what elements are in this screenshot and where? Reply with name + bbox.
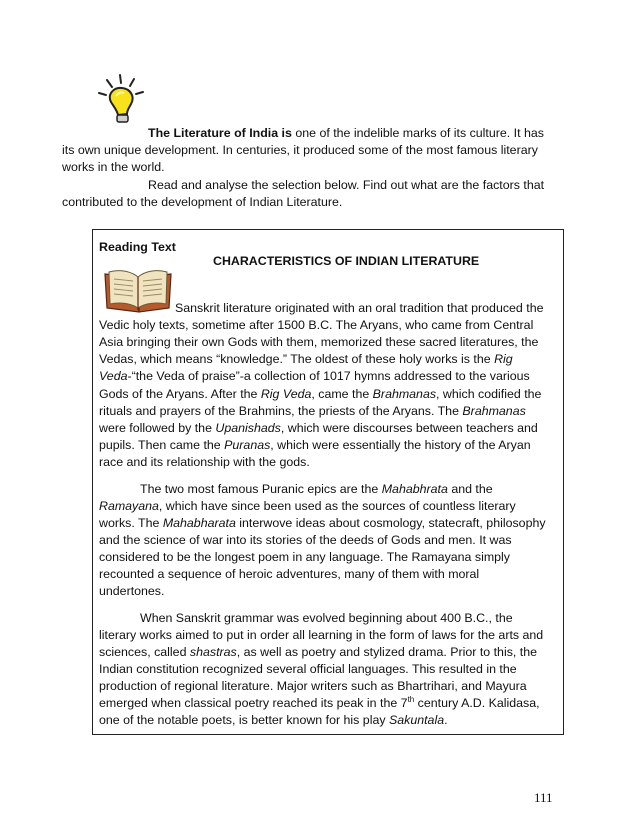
p1-line: were followed by the Upanishads, which were discourses between teachers and — [99, 421, 538, 435]
instruction-line-2: contributed to the development of Indian Literature. — [62, 195, 343, 209]
p1-line: rituals and prayers of the Brahmins, the priests of the Aryans. The Brahmanas — [99, 404, 526, 418]
instruction-line-1: Read and analyse the selection below. Find out what are the factors that — [148, 178, 545, 192]
p1-line: Vedas, which means “knowledge.” The oldest of these holy works is the Rig — [99, 352, 513, 366]
p2-line: The two most famous Puranic epics are the Mahabhrata and the — [140, 482, 493, 496]
p1-line: Asia bringing their own Gods with them, memorized these sacred literatures, the — [99, 335, 539, 349]
intro-line-1: The Literature of India is one of the indelible marks of its culture. It has — [148, 126, 544, 140]
p2-line: and the science of war into its stories of the deeds of Gods and men. It was — [99, 533, 512, 547]
reading-title: CHARACTERISTICS OF INDIAN LITERATURE — [213, 254, 480, 268]
p2-line: recounted a sequence of heroic adventures, many of them with moral — [99, 567, 480, 581]
intro-line-3: works in the world. — [62, 160, 165, 174]
p2-line: undertones. — [99, 584, 165, 598]
p1-line: race and its relationship with the gods. — [99, 455, 310, 469]
p3-line: literary works aimed to put in order all learning in the form of laws for the arts and — [99, 628, 544, 642]
intro-line-2: its own unique development. In centuries, it produced some of the most famous literary — [62, 143, 538, 157]
p1-line: Gods of the Aryans. After the Rig Veda, came the Brahmanas, which codified the — [99, 387, 542, 401]
p1-line: Vedic holy texts, sometime after 1500 B.C. The Aryans, who came from Central — [99, 318, 534, 332]
p2-line: Ramayana, which have since been used as the sources of countless literary — [99, 499, 516, 513]
p3-line: emerged when classical poetry reached its peak in the 7th century A.D. Kalidasa, — [99, 694, 540, 710]
p3-line: sciences, called shastras, as well as poetry and stylized drama. Prior to this, the — [99, 645, 538, 659]
p1-line: Veda-“the Veda of praise”-a collection of 1017 hymns addressed to the various — [99, 369, 530, 383]
p2-line: considered to be the longest poem in any language. The Ramayana simply — [99, 550, 510, 564]
open-book-icon — [101, 266, 175, 316]
page-number: 111 — [534, 790, 553, 805]
p2-line: works. The Mahabharata interwove ideas about cosmology, statecraft, philosophy — [99, 516, 546, 530]
p3-line: When Sanskrit grammar was evolved beginning about 400 B.C., the — [140, 611, 513, 625]
p3-line: production of regional literature. Major writers such as Bhartrihari, and Mayura — [99, 679, 527, 693]
reading-label: Reading Text — [99, 240, 176, 254]
p1-line: Sanskrit literature originated with an oral tradition that produced the — [175, 301, 544, 315]
p3-line: one of the notable poets, is better known for his play Sakuntala. — [99, 713, 448, 727]
lightbulb-icon — [94, 72, 150, 124]
p3-line: Indian constitution recognized several official languages. This resulted in the — [99, 662, 517, 676]
p1-line: pupils. Then came the Puranas, which were essentially the history of the Aryan — [99, 438, 531, 452]
